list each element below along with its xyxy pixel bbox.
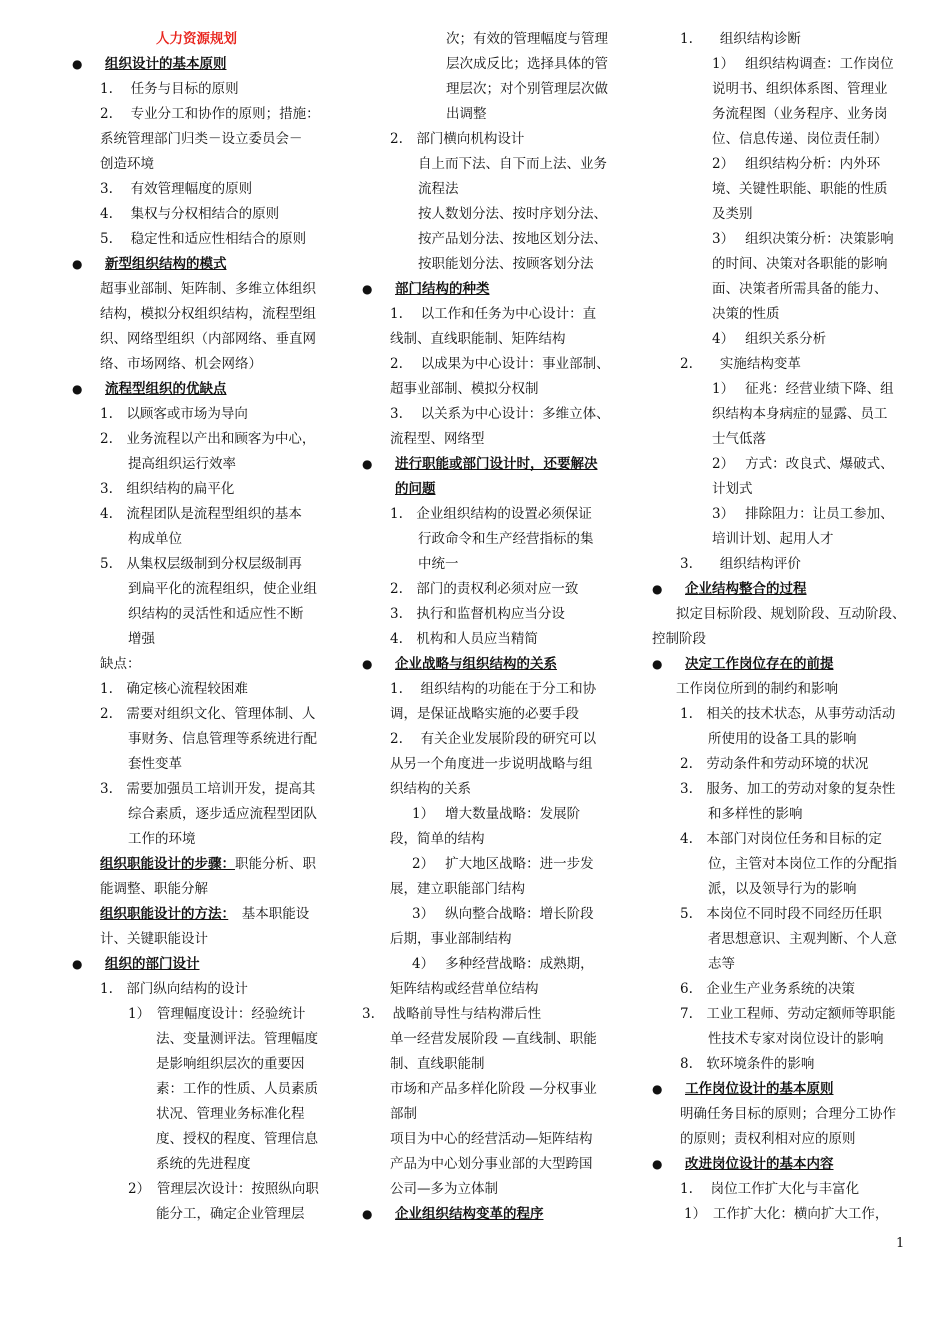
section-heading-text: 改进岗位设计的基本内容 xyxy=(685,1156,834,1172)
text-line: 制、直线职能制 xyxy=(390,1056,485,1072)
text-line: 志等 xyxy=(708,956,735,972)
text-line: 次；有效的管理幅度与管理 xyxy=(446,31,608,47)
text-line: 3. 组织结构评价 xyxy=(680,556,801,572)
text-line: 士气低落 xyxy=(712,431,766,447)
section-heading xyxy=(652,577,912,602)
section-heading xyxy=(362,1202,622,1227)
text-line: 调，是保证战略实施的必要手段 xyxy=(390,706,579,722)
text-line: 明确任务目标的原则；合理分工协作 xyxy=(680,1106,896,1122)
text-line: 8. 软环境条件的影响 xyxy=(680,1056,815,1072)
section-heading-text: 新型组织结构的模式 xyxy=(105,256,227,272)
text-line: 络、市场网络、机会网络） xyxy=(100,356,262,372)
text-line: 的原则；责权利相对应的原则 xyxy=(680,1131,856,1147)
text-line: 和多样性的影响 xyxy=(708,806,803,822)
text-line: 2. 部门的责权利必须对应一致 xyxy=(390,581,579,597)
section-heading xyxy=(72,52,334,77)
text-line: 流程法 xyxy=(418,181,459,197)
inline-heading: 组织职能设计的步骤： xyxy=(100,856,235,872)
section-heading xyxy=(652,1077,912,1102)
column-2 xyxy=(362,27,622,1227)
text-line: 2. 需要对组织文化、管理体制、人 xyxy=(100,706,316,722)
text-line: 控制阶段 xyxy=(652,631,706,647)
text-line: 能分工，确定企业管理层 xyxy=(156,1206,305,1222)
text-line: 2） 组织结构分析：内外环 xyxy=(712,156,881,172)
section-heading-continued: 的问题 xyxy=(395,481,436,497)
text-line: 务流程图（业务程序、业务岗 xyxy=(712,106,888,122)
text-line: 2. 业务流程以产出和顾客为中心， xyxy=(100,431,316,447)
text-line: 1） 工作扩大化：横向扩大工作， xyxy=(684,1206,889,1222)
text-line: 织、网络型组织（内部网络、垂直网 xyxy=(100,331,316,347)
text-line: 1） 管理幅度设计：经验统计 xyxy=(128,1006,306,1022)
text-line: 2） 方式：改良式、爆破式、 xyxy=(712,456,894,472)
text-line: 1. 组织结构诊断 xyxy=(680,31,801,47)
text-line: 到扁平化的流程组织，使企业组 xyxy=(128,581,317,597)
text-line: 市场和产品多样化阶段 —分权事业 xyxy=(390,1081,597,1097)
text-line: 流程型、网络型 xyxy=(390,431,485,447)
text-line: 4） 多种经营战略：成熟期， xyxy=(412,956,594,972)
inline-heading-line xyxy=(72,852,334,877)
text-line: 工作岗位所到的制约和影响 xyxy=(676,681,838,697)
text-line: 3. 战略前导性与结构滞后性 xyxy=(362,1006,542,1022)
text-line: 能调整、职能分解 xyxy=(100,881,208,897)
text-line: 所使用的设备工具的影响 xyxy=(708,731,857,747)
text-line: 产品为中心划分事业部的大型跨国 xyxy=(390,1156,593,1172)
text-line: 4） 组织关系分析 xyxy=(712,331,827,347)
text-line: 工作的环境 xyxy=(128,831,196,847)
bullet-icon: ● xyxy=(72,57,83,71)
section-heading-text: 企业结构整合的过程 xyxy=(685,581,807,597)
text-line: 计划式 xyxy=(712,481,753,497)
text-line: 2） 管理层次设计：按照纵向职 xyxy=(128,1181,319,1197)
bullet-icon: ● xyxy=(362,457,373,471)
bullet-icon: ● xyxy=(72,957,83,971)
text-line: 4. 流程团队是流程型组织的基本 xyxy=(100,506,302,522)
text-line: 按人数划分法、按时序划分法、 xyxy=(418,206,607,222)
text-line: 超事业部制、矩阵制、多维立体组织 xyxy=(100,281,316,297)
text-line: 2. 实施结构变革 xyxy=(680,356,801,372)
text-line: 4. 本部门对岗位任务和目标的定 xyxy=(680,831,882,847)
text-line: 提高组织运行效率 xyxy=(128,456,236,472)
text-line: 出调整 xyxy=(446,106,487,122)
text-line: 织结构本身病症的显露、员工 xyxy=(712,406,888,422)
text-line: 1） 增大数量战略：发展阶 xyxy=(412,806,581,822)
bullet-icon: ● xyxy=(652,657,663,671)
text-line: 派，以及领导行为的影响 xyxy=(708,881,857,897)
text-line: 综合素质，逐步适应流程型团队 xyxy=(128,806,317,822)
text-line: 素：工作的性质、人员素质 xyxy=(156,1081,318,1097)
text-line: 7. 工业工程师、劳动定额师等职能 xyxy=(680,1006,896,1022)
section-heading xyxy=(72,952,334,977)
bullet-icon: ● xyxy=(72,382,83,396)
text-line: 2. 以成果为中心设计：事业部制、 xyxy=(390,356,610,372)
text-line: 结构，模拟分权组织结构，流程型组 xyxy=(100,306,316,322)
text-line: 公司—多为立体制 xyxy=(390,1181,498,1197)
section-heading xyxy=(652,1152,912,1177)
text-line: 超事业部制、模拟分权制 xyxy=(390,381,539,397)
text-line: 1. 任务与目标的原则 xyxy=(100,81,239,97)
text-line: 中统一 xyxy=(418,556,459,572)
section-heading xyxy=(362,277,622,302)
text-line: 自上而下法、自下而上法、业务 xyxy=(418,156,607,172)
text-line: 项目为中心的经营活动—矩阵结构 xyxy=(390,1131,593,1147)
text-line: 1. 组织结构的功能在于分工和协 xyxy=(390,681,597,697)
column-3 xyxy=(652,27,912,1227)
section-heading xyxy=(362,452,622,477)
text-line: 3） 排除阻力：让员工参加、 xyxy=(712,506,894,522)
section-heading-text: 决定工作岗位存在的前提 xyxy=(685,656,834,672)
text-line: 培训计划、起用人才 xyxy=(712,531,834,547)
text-line: 3） 纵向整合战略：增长阶段 xyxy=(412,906,594,922)
text-line: 按产品划分法、按地区划分法、 xyxy=(418,231,607,247)
text-line: 后期，事业部制结构 xyxy=(390,931,512,947)
section-heading-text: 组织的部门设计 xyxy=(105,956,200,972)
text-line: 说明书、组织体系图、管理业 xyxy=(712,81,888,97)
text-line: 1. 以工作和任务为中心设计：直 xyxy=(390,306,597,322)
text-line: 5. 稳定性和适应性相结合的原则 xyxy=(100,231,307,247)
text-line: 境、关键性职能、职能的性质 xyxy=(712,181,888,197)
text-line: 套性变革 xyxy=(128,756,182,772)
section-heading-text: 进行职能或部门设计时，还要解决 xyxy=(395,456,598,472)
text-line: 层次成反比；选择具体的管 xyxy=(446,56,608,72)
section-heading-text: 组织设计的基本原则 xyxy=(105,56,227,72)
text-line: 1） 组织结构调查：工作岗位 xyxy=(712,56,894,72)
bullet-icon: ● xyxy=(362,282,373,296)
text-line: 1. 确定核心流程较困难 xyxy=(100,681,248,697)
text-line: 构成单位 xyxy=(128,531,182,547)
text-line: 2. 有关企业发展阶段的研究可以 xyxy=(390,731,597,747)
text-line: 织结构的关系 xyxy=(390,781,471,797)
text-line: 度、授权的程度、管理信息 xyxy=(156,1131,318,1147)
section-heading xyxy=(362,652,622,677)
text-line: 1. 部门纵向结构的设计 xyxy=(100,981,248,997)
text-line: 3. 有效管理幅度的原则 xyxy=(100,181,253,197)
text-line: 1） 征兆：经营业绩下降、组 xyxy=(712,381,894,397)
section-heading xyxy=(72,377,334,402)
section-heading xyxy=(72,252,334,277)
text-line: 拟定目标阶段、规划阶段、互动阶段、 xyxy=(676,606,906,622)
text-line: 面、决策者所需具备的能力、 xyxy=(712,281,888,297)
text-line: 1. 企业组织结构的设置必须保证 xyxy=(390,506,592,522)
section-heading-text: 工作岗位设计的基本原则 xyxy=(685,1081,834,1097)
text-line: 位、信息传递、岗位责任制） xyxy=(712,131,888,147)
text-line: 展，建立职能部门结构 xyxy=(390,881,525,897)
bullet-icon: ● xyxy=(652,582,663,596)
inline-heading: 组织职能设计的方法： xyxy=(100,906,229,922)
text-line: 位，主管对本岗位工作的分配指 xyxy=(708,856,897,872)
text-line: 4. 集权与分权相结合的原则 xyxy=(100,206,280,222)
section-heading-text: 流程型组织的优缺点 xyxy=(105,381,227,397)
text-line: 段，简单的结构 xyxy=(390,831,485,847)
text-line: 2. 劳动条件和劳动环境的状况 xyxy=(680,756,869,772)
text-line: 的时间、决策对各职能的影响 xyxy=(712,256,888,272)
page-title: 人力资源规划 xyxy=(156,31,237,47)
text-line: 及类别 xyxy=(712,206,753,222)
text-line: 增强 xyxy=(128,631,155,647)
text-line: 法、变量测评法。管理幅度 xyxy=(156,1031,318,1047)
text-line: 从另一个角度进一步说明战略与组 xyxy=(390,756,593,772)
text-line: 1. 岗位工作扩大化与丰富化 xyxy=(680,1181,860,1197)
text-line: 是影响组织层次的重要因 xyxy=(156,1056,305,1072)
section-heading-text: 部门结构的种类 xyxy=(395,281,490,297)
text-line: 矩阵结构或经营单位结构 xyxy=(390,981,539,997)
text-line: 性技术专家对岗位设计的影响 xyxy=(708,1031,884,1047)
text-line: 2） 扩大地区战略：进一步发 xyxy=(412,856,594,872)
text-line: 6. 企业生产业务系统的决策 xyxy=(680,981,855,997)
text-line: 事财务、信息管理等系统进行配 xyxy=(128,731,317,747)
inline-heading-line xyxy=(72,902,334,927)
text-line: 决策的性质 xyxy=(712,306,780,322)
text-line: 3. 组织结构的扁平化 xyxy=(100,481,235,497)
text-line: 3. 执行和监督机构应当分设 xyxy=(390,606,565,622)
text-line: 者思想意识、主观判断、个人意 xyxy=(708,931,897,947)
text-line: 1. 相关的技术状态，从事劳动活动 xyxy=(680,706,896,722)
text-line: 3. 以关系为中心设计：多维立体、 xyxy=(390,406,610,422)
bullet-icon: ● xyxy=(362,657,373,671)
text-line: 5. 从集权层级制到分权层级制再 xyxy=(100,556,302,572)
text-line: 系统管理部门归类－设立委员会－ xyxy=(100,131,303,147)
page-number: 1 xyxy=(896,1236,905,1251)
text-line: 单一经营发展阶段 —直线制、职能 xyxy=(390,1031,597,1047)
bullet-icon: ● xyxy=(652,1082,663,1096)
text-line: 缺点： xyxy=(100,656,141,672)
text-line: 理层次；对个别管理层次做 xyxy=(446,81,608,97)
text-line: 织结构的灵活性和适应性不断 xyxy=(128,606,304,622)
text-line: 3） 组织决策分析：决策影响 xyxy=(712,231,894,247)
text-line: 5. 本岗位不同时段不同经历任职 xyxy=(680,906,882,922)
column-1 xyxy=(72,27,334,1227)
section-heading-text: 企业组织结构变革的程序 xyxy=(395,1206,544,1222)
text-line: 4. 机构和人员应当精简 xyxy=(390,631,538,647)
text-line: 3. 服务、加工的劳动对象的复杂性 xyxy=(680,781,896,797)
text-line: 部制 xyxy=(390,1106,417,1122)
bullet-icon: ● xyxy=(72,257,83,271)
text-line: 按职能划分法、按顾客划分法 xyxy=(418,256,594,272)
inline-heading-body: 职能分析、职 xyxy=(235,856,316,872)
text-line: 2. 部门横向机构设计 xyxy=(390,131,525,147)
section-heading-text: 企业战略与组织结构的关系 xyxy=(395,656,557,672)
text-line: 2. 专业分工和协作的原则；措施： xyxy=(100,106,320,122)
text-line: 3. 需要加强员工培训开发，提高其 xyxy=(100,781,316,797)
text-line: 系统的先进程度 xyxy=(156,1156,251,1172)
text-line: 计、关键职能设计 xyxy=(100,931,208,947)
bullet-icon: ● xyxy=(362,1207,373,1221)
bullet-icon: ● xyxy=(652,1157,663,1171)
text-line: 行政命令和生产经营指标的集 xyxy=(418,531,594,547)
text-line: 创造环境 xyxy=(100,156,154,172)
inline-heading-body: 基本职能设 xyxy=(228,906,310,922)
text-line: 线制、直线职能制、矩阵结构 xyxy=(390,331,566,347)
text-line: 状况、管理业务标准化程 xyxy=(156,1106,305,1122)
section-heading xyxy=(652,652,912,677)
text-line: 1. 以顾客或市场为导向 xyxy=(100,406,248,422)
